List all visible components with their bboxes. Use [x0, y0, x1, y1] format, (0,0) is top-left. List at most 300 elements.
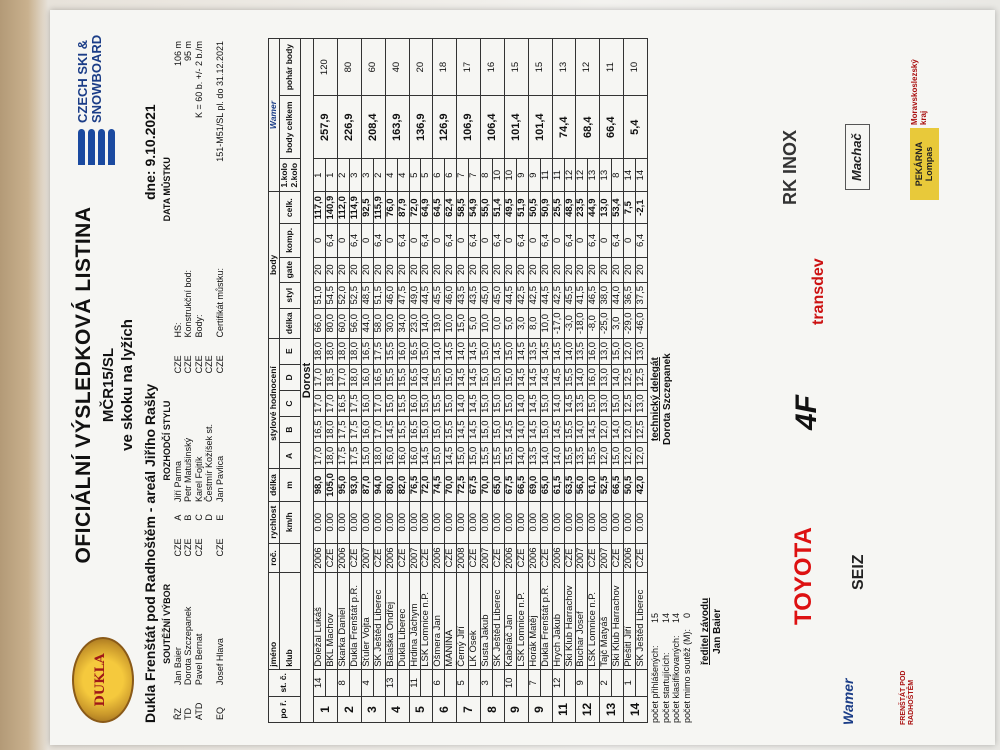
wamer-logo-cell: Wamer: [269, 39, 280, 192]
judge-score: 14,5: [493, 338, 505, 364]
stat-label: počet mimo soutěž (M):: [681, 628, 692, 723]
compensation: 0: [481, 224, 493, 257]
bib: 8: [338, 669, 350, 696]
bib: 6: [433, 669, 445, 696]
final-score: 68,4: [576, 96, 600, 159]
bib: 10: [504, 669, 516, 696]
position: 5: [409, 696, 433, 722]
round-total: 55,0: [481, 192, 493, 224]
birth-year: 2006: [528, 543, 540, 572]
judge-score: 18,0: [326, 417, 338, 443]
length-points: 60,0: [338, 308, 350, 338]
length-points: 14,0: [421, 308, 433, 338]
length-points: 66,0: [314, 308, 326, 338]
speed: 0.00: [445, 501, 457, 543]
stat-value: 0: [681, 612, 692, 618]
judge-score: 14,0: [457, 338, 469, 364]
judge-score: 17,0: [314, 443, 326, 469]
bib: 2: [600, 669, 612, 696]
officials-table: SOUTĚŽNÍ VÝBOR ROZHODČÍ STYLU DATA MŮSTKU ŘZ Jan Baier CZE A Jiří Parma CZE HS: 106 m TD Dorota Szczepanek CZE B Petr Matušinský CZE Konstrukční bod: 95 m ATD Pavel Bernat CZE C Karel Fojtík CZE Body: K = 60 b. +/- 2 b./m D Čestmír Kožíšek st. CZE EQ Josef Hlava CZE E Jan Pavlica CZE Certifikát můstku: 151-M51/SL pl. do 31.12.2021: [162, 38, 225, 723]
position: 9: [528, 696, 552, 722]
judge-score: 12,0: [600, 443, 612, 469]
style-points: 43,5: [469, 282, 481, 308]
bib: [612, 669, 624, 696]
jump-length: 72,5: [457, 469, 469, 501]
sponsor-4f: 4F: [790, 394, 823, 430]
compensation: 6,4: [588, 224, 600, 257]
final-score: 66,4: [600, 96, 624, 159]
judge-score: 17,5: [338, 443, 350, 469]
style-points: 44,0: [612, 282, 624, 308]
gate: 20: [338, 257, 350, 282]
length-points: 58,0: [373, 308, 385, 338]
gate: 20: [600, 257, 612, 282]
judge-score: 12,5: [636, 417, 648, 443]
judge-score: 12,0: [636, 443, 648, 469]
compensation: 0: [338, 224, 350, 257]
birth-year: 2006: [314, 543, 326, 572]
committee-role: ŘZ: [172, 708, 183, 720]
judge-score: 13,0: [636, 390, 648, 416]
judge-score: 14,5: [445, 338, 457, 364]
judge-score: 17,0: [314, 364, 326, 390]
club-name: SK Ještěd Liberec: [493, 573, 505, 670]
bib: 5: [457, 669, 469, 696]
club-name: MANINA: [445, 573, 457, 670]
round-total: 25,5: [552, 192, 564, 224]
final-score: 208,4: [361, 96, 385, 159]
judge-score: 14,0: [516, 417, 528, 443]
round-total: 64,9: [421, 192, 433, 224]
judge-score: 13,5: [576, 443, 588, 469]
compensation: 6,4: [445, 224, 457, 257]
judge-score: 14,5: [552, 364, 564, 390]
compensation: 0: [600, 224, 612, 257]
speed: 0.00: [385, 501, 397, 543]
title-block: [72, 175, 137, 595]
judge-score: 16,0: [385, 443, 397, 469]
length-points: -3,0: [564, 308, 576, 338]
athlete-name: Černý Jiří: [457, 573, 469, 670]
round-total: 72,0: [409, 192, 421, 224]
table-row: [361, 39, 373, 723]
speed: 0.00: [361, 501, 373, 543]
style-points: 52,0: [338, 282, 350, 308]
club-name: LSK Lomnice n.P.: [588, 573, 600, 670]
table-row: [576, 39, 588, 723]
round-total: 49,5: [504, 192, 516, 224]
stat-row: [682, 607, 693, 723]
birth-year: 2006: [338, 543, 350, 572]
round-total: 115,9: [373, 192, 385, 224]
committee-nat: CZE: [183, 538, 194, 557]
bib: [349, 669, 361, 696]
birth-year: 2007: [481, 543, 493, 572]
athlete-name: Šťuler Vojta: [361, 573, 373, 670]
style-points: 37,5: [636, 282, 648, 308]
style-points: 48,5: [361, 282, 373, 308]
judge-score: 18,5: [326, 364, 338, 390]
gate: 20: [612, 257, 624, 282]
athlete-name: Susta Jakub: [481, 573, 493, 670]
judge-score: 15,0: [540, 390, 552, 416]
round-rank: 5: [421, 159, 433, 192]
table-row: [314, 39, 326, 723]
gate: 20: [457, 257, 469, 282]
compensation: 6,4: [326, 224, 338, 257]
judge-score: 17,5: [349, 417, 361, 443]
length-points: 10,0: [481, 308, 493, 338]
judge-score: 14,5: [504, 417, 516, 443]
style-points: 43,5: [457, 282, 469, 308]
speed: 0.00: [576, 501, 588, 543]
round-total: 62,4: [445, 192, 457, 224]
compensation: 0: [624, 224, 636, 257]
style-points: 45,5: [564, 282, 576, 308]
round-rank: 6: [433, 159, 445, 192]
stat-row: [671, 607, 682, 723]
birth-year: 2006: [552, 543, 564, 572]
judge-score: 15,5: [385, 364, 397, 390]
bib: [397, 669, 409, 696]
length-points: 5,0: [504, 308, 516, 338]
judge-score: 16,5: [361, 338, 373, 364]
jump-length: 52,5: [600, 469, 612, 501]
judge-score: 15,0: [481, 390, 493, 416]
judge-score: 16,0: [361, 417, 373, 443]
judge-score: 14,0: [552, 443, 564, 469]
club-name: LSK Lomnice n.P.: [421, 573, 433, 670]
judge-score: 15,0: [612, 443, 624, 469]
nationality: CZE: [373, 543, 385, 572]
cup-points: 80: [338, 39, 362, 96]
stat-row: [650, 607, 661, 723]
gate: 20: [445, 257, 457, 282]
nationality: CZE: [469, 543, 481, 572]
bib: [445, 669, 457, 696]
jump-length: 66,5: [612, 469, 624, 501]
officials-row: [194, 38, 205, 723]
judge-score: 18,0: [314, 338, 326, 364]
round-total: 87,9: [397, 192, 409, 224]
round-rank: 13: [600, 159, 612, 192]
judge-score: 14,5: [469, 364, 481, 390]
round-total: 53,4: [612, 192, 624, 224]
hill-label: [204, 228, 215, 341]
category-label: Dorost: [300, 39, 314, 723]
judge-score: 14,5: [469, 390, 481, 416]
speed: 0.00: [516, 501, 528, 543]
round-rank: 10: [493, 159, 505, 192]
judge-score: 14,0: [457, 390, 469, 416]
judge-score: 13,0: [600, 390, 612, 416]
round-rank: 2: [373, 159, 385, 192]
round-total: 7,5: [624, 192, 636, 224]
judge-score: 12,5: [624, 390, 636, 416]
length-points: 3,0: [612, 308, 624, 338]
judge-score: 15,5: [385, 338, 397, 364]
sponsor-toyota: TOYOTA: [790, 527, 817, 625]
judge-score: 15,5: [397, 417, 409, 443]
speed: 0.00: [564, 501, 576, 543]
club-name: Dukla Frenštát p.R.: [349, 573, 361, 670]
judge-score: 16,5: [373, 364, 385, 390]
final-score: 126,9: [433, 96, 457, 159]
final-score: 106,4: [481, 96, 505, 159]
committee-nat: [204, 524, 215, 560]
style-points: 36,5: [624, 282, 636, 308]
speed: 0.00: [528, 501, 540, 543]
style-points: 41,5: [576, 282, 588, 308]
speed: 0.00: [493, 501, 505, 543]
judge-score: 13,5: [576, 390, 588, 416]
judge-score: 15,0: [433, 443, 445, 469]
gate: 20: [552, 257, 564, 282]
length-points: 23,0: [409, 308, 421, 338]
stats-table: [650, 607, 692, 723]
nationality: CZE: [445, 543, 457, 572]
judge-letter: A: [172, 514, 183, 521]
nationality: CZE: [636, 543, 648, 572]
compensation: 0: [385, 224, 397, 257]
judge-score: 14,0: [552, 390, 564, 416]
jump-length: 66,5: [516, 469, 528, 501]
club-name: Dukla Frenštát p.R.: [540, 573, 552, 670]
judge-score: 16,0: [397, 338, 409, 364]
sponsor-wamer: Wamer: [840, 678, 856, 725]
hill-label: HS:: [172, 322, 183, 338]
cup-points: 15: [504, 39, 528, 96]
compensation: 6,4: [493, 224, 505, 257]
club-name: LK Osek: [469, 573, 481, 670]
round-total: 114,9: [349, 192, 361, 224]
club-name: Ski Klub Harrachov: [612, 573, 624, 670]
gate: 20: [624, 257, 636, 282]
sponsor-rk-inox: RK INOX: [780, 129, 800, 205]
round-total: 54,9: [469, 192, 481, 224]
judge-score: 15,5: [493, 443, 505, 469]
nationality: CZE: [588, 543, 600, 572]
table-row: [552, 39, 564, 723]
jump-length: 70,0: [481, 469, 493, 501]
judge-score: 14,5: [528, 364, 540, 390]
gate: 20: [504, 257, 516, 282]
round-total: 92,5: [361, 192, 373, 224]
judge-score: 15,0: [361, 443, 373, 469]
judge-score: 18,0: [326, 338, 338, 364]
round-rank: 14: [636, 159, 648, 192]
length-points: 19,0: [433, 308, 445, 338]
committee-name: Dorota Szczepanek: [183, 606, 194, 686]
sponsor-frenstat: FRENŠTÁT POD RADHOŠTĚM: [900, 670, 916, 725]
round-rank: 10: [504, 159, 516, 192]
judge-score: 15,0: [481, 417, 493, 443]
judge-score: 17,0: [373, 390, 385, 416]
final-score: 136,9: [409, 96, 433, 159]
stat-label: počet klasifikovaných:: [671, 635, 682, 723]
birth-year: 2007: [576, 543, 588, 572]
judge-score: 15,0: [421, 338, 433, 364]
judge-score: 16,0: [361, 390, 373, 416]
compensation: 0: [552, 224, 564, 257]
compensation: 6,4: [421, 224, 433, 257]
birth-year: 2006: [433, 543, 445, 572]
speed: 0.00: [397, 501, 409, 543]
style-points: 51,5: [373, 282, 385, 308]
bib: [326, 669, 338, 696]
round-rank: 11: [540, 159, 552, 192]
stat-row: [661, 607, 672, 723]
gate: 20: [564, 257, 576, 282]
nationality: CZE: [612, 543, 624, 572]
judge-score: 13,0: [600, 338, 612, 364]
position: 9: [504, 696, 528, 722]
judge-score: 15,5: [564, 443, 576, 469]
committee-nat: CZE: [172, 538, 183, 557]
birth-year: 2007: [361, 543, 373, 572]
judge-score: 14,0: [516, 443, 528, 469]
sponsor-seiz: SEIZ: [850, 554, 867, 590]
judge-name: Karel Fojtík: [193, 456, 204, 502]
bib: [421, 669, 433, 696]
judge-name: Čestmír Kožíšek st.: [204, 423, 215, 502]
athlete-name: Kabeláč Jan: [504, 573, 516, 670]
length-points: 56,0: [349, 308, 361, 338]
judge-score: 14,5: [552, 417, 564, 443]
length-points: -25,0: [600, 308, 612, 338]
judge-score: 16,0: [588, 364, 600, 390]
round-rank: 4: [397, 159, 409, 192]
judge-nat: CZE: [183, 355, 194, 374]
style-points: 49,0: [409, 282, 421, 308]
gate: 20: [385, 257, 397, 282]
round-rank: 11: [552, 159, 564, 192]
judge-score: 17,5: [338, 417, 350, 443]
round-rank: 12: [564, 159, 576, 192]
judge-score: 15,0: [588, 390, 600, 416]
round-total: 50,5: [528, 192, 540, 224]
round-rank: 1: [326, 159, 338, 192]
bib: 13: [385, 669, 397, 696]
club-name: Dukla Liberec: [397, 573, 409, 670]
table-row: [385, 39, 397, 723]
judge-score: 14,5: [552, 338, 564, 364]
speed: 0.00: [504, 501, 516, 543]
length-points: -8,0: [588, 308, 600, 338]
judge-score: 15,0: [469, 443, 481, 469]
hill-value: 106 m: [172, 41, 183, 67]
compensation: 6,4: [540, 224, 552, 257]
jump-length: 61,0: [588, 469, 600, 501]
cup-points: 18: [433, 39, 457, 96]
judge-score: 14,5: [588, 417, 600, 443]
jump-length: 72,0: [421, 469, 433, 501]
judge-score: 17,0: [314, 390, 326, 416]
hill-value: 95 m: [183, 41, 194, 62]
judge-letter: E: [214, 514, 225, 521]
bib: 4: [361, 669, 373, 696]
sponsor-transdev: transdev: [810, 258, 827, 325]
table-row: [338, 39, 350, 723]
judge-score: 15,5: [397, 364, 409, 390]
jump-length: 61,5: [552, 469, 564, 501]
round-total: -2,1: [636, 192, 648, 224]
judge-score: 16,0: [588, 338, 600, 364]
cup-points: 16: [481, 39, 505, 96]
club-name: BKL Machov: [326, 573, 338, 670]
compensation: 0: [504, 224, 516, 257]
compensation: 0: [433, 224, 445, 257]
speed: 0.00: [481, 501, 493, 543]
judge-score: 14,5: [385, 417, 397, 443]
table-row: [624, 39, 636, 723]
judge-score: 16,5: [409, 417, 421, 443]
judge-score: 17,5: [373, 338, 385, 364]
gate: 20: [576, 257, 588, 282]
competition-code: MČR15/SL: [100, 347, 118, 423]
judge-score: 18,0: [349, 338, 361, 364]
gate: 20: [636, 257, 648, 282]
judge-nat: CZE: [204, 355, 215, 374]
position: 8: [481, 696, 505, 722]
judge-score: 14,0: [516, 390, 528, 416]
round-total: 48,9: [564, 192, 576, 224]
judge-score: 16,5: [409, 338, 421, 364]
bib: [373, 669, 385, 696]
length-points: -17,0: [552, 308, 564, 338]
length-points: 8,0: [528, 308, 540, 338]
judge-score: 15,5: [445, 417, 457, 443]
position: 4: [385, 696, 409, 722]
officials-row: [215, 38, 226, 723]
cup-points: 120: [314, 39, 338, 96]
speed: 0.00: [612, 501, 624, 543]
nationality: CZE: [540, 543, 552, 572]
committee-name: Jan Baier: [172, 647, 183, 686]
judge-score: 13,0: [636, 338, 648, 364]
length-points: -46,0: [636, 308, 648, 338]
gate: 20: [326, 257, 338, 282]
speed: 0.00: [433, 501, 445, 543]
gate: 20: [361, 257, 373, 282]
judge-score: 17,0: [373, 417, 385, 443]
athlete-name: Doležal Lukáš: [314, 573, 326, 670]
judge-name: Jiří Parma: [172, 460, 183, 502]
style-points: 44,5: [504, 282, 516, 308]
table-row: [600, 39, 612, 723]
gate: 20: [421, 257, 433, 282]
position: 12: [576, 696, 600, 722]
athlete-name: Balaška Ondřej: [385, 573, 397, 670]
position: 6: [433, 696, 457, 722]
judge-score: 15,0: [433, 417, 445, 443]
cup-points: 17: [457, 39, 481, 96]
round-total: 44,9: [588, 192, 600, 224]
judge-score: 18,0: [338, 338, 350, 364]
cup-points: 10: [624, 39, 648, 96]
stat-value: 14: [671, 612, 682, 623]
cup-points: 60: [361, 39, 385, 96]
judge-nat: CZE: [214, 355, 225, 374]
position: 2: [338, 696, 362, 722]
style-points: 38,0: [600, 282, 612, 308]
style-points: 47,5: [397, 282, 409, 308]
speed: 0.00: [326, 501, 338, 543]
style-points: 52,5: [349, 282, 361, 308]
judge-score: 15,5: [564, 364, 576, 390]
judge-score: 15,0: [504, 390, 516, 416]
round-total: 76,0: [385, 192, 397, 224]
